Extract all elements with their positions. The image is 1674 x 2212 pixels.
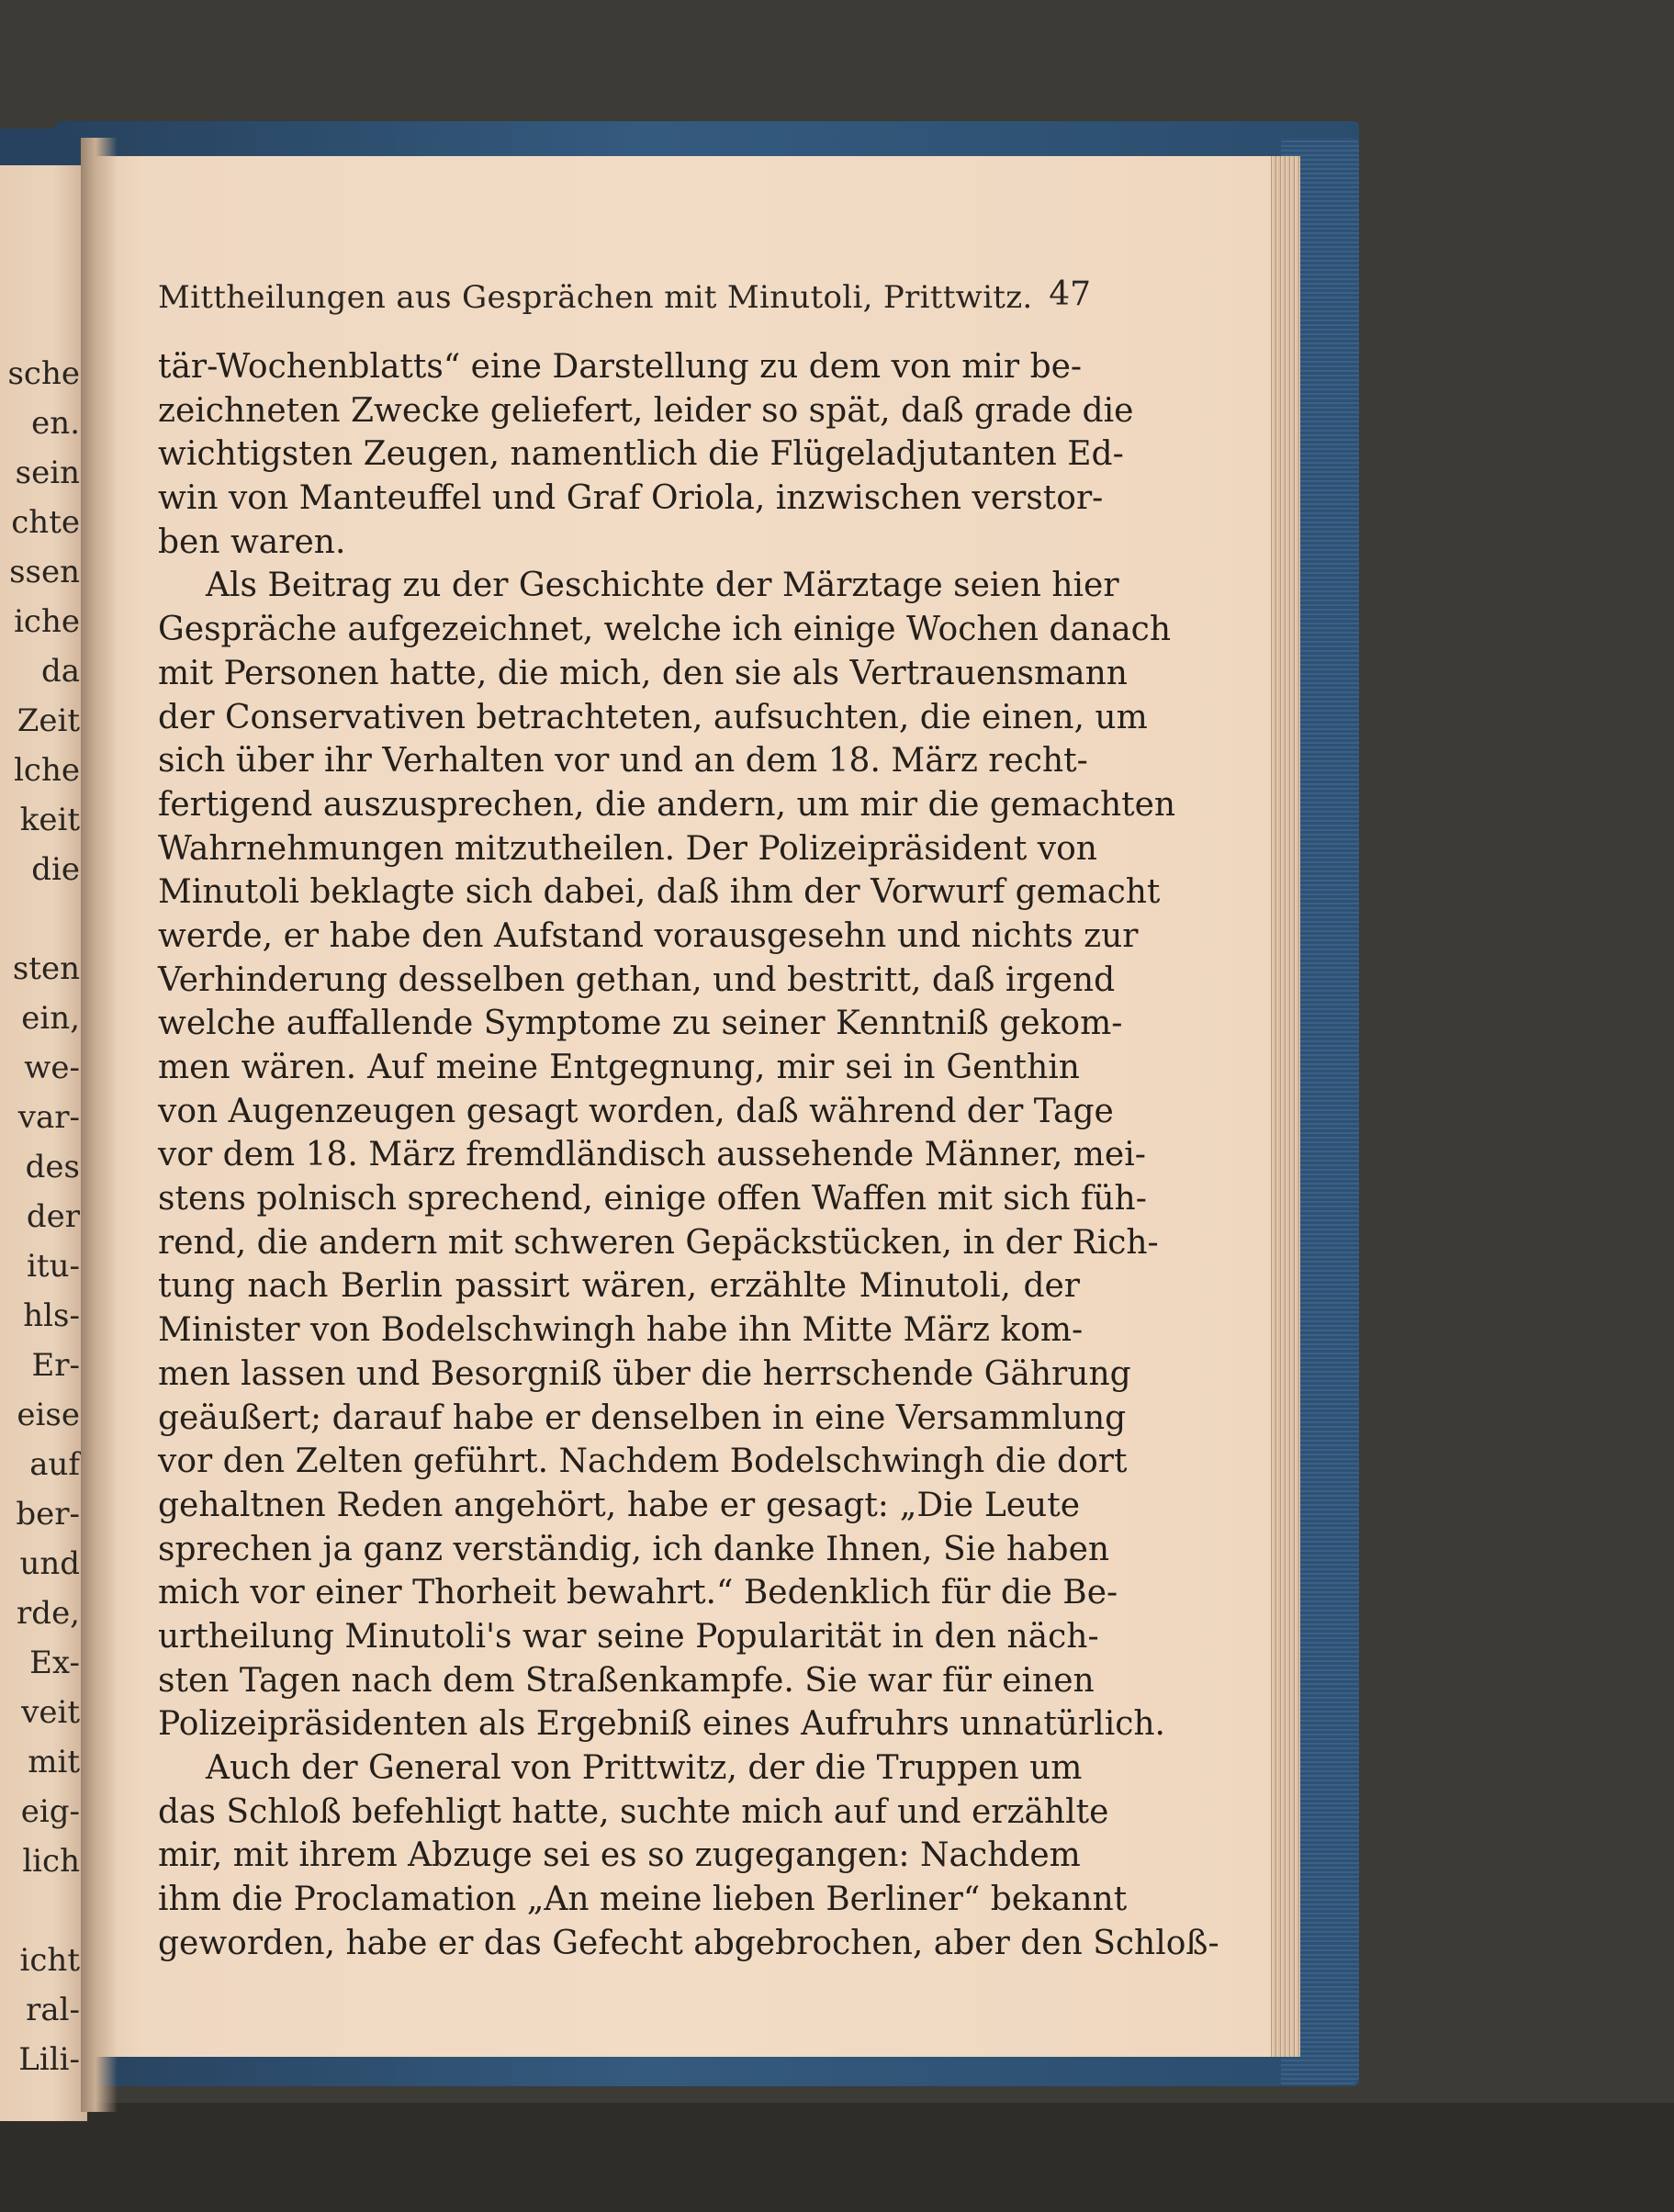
text-line: geäußert; darauf habe er denselben in eine Versammlung [158, 1398, 1127, 1437]
left-page-line-fragment: sche [7, 355, 80, 392]
text-line: stens polnisch sprechend, einige offen Waffen mit sich füh- [158, 1180, 1147, 1218]
left-page-line-fragment: chte [11, 504, 80, 541]
left-page-line-fragment: eise [17, 1397, 80, 1433]
text-line: men wären. Auf meine Entgegnung, mir sei in Genthin [158, 1049, 1080, 1086]
text-line: sten Tagen nach dem Straßenkampfe. Sie war für einen [158, 1661, 1095, 1700]
left-page-line-fragment: rde, [17, 1595, 80, 1632]
text-line: mit Personen hatte, die mich, den sie als Vertrauensmann [158, 654, 1128, 692]
text-line: welche auffallende Symptome zu seiner Kenntniß gekom- [158, 1005, 1123, 1043]
text-line: geworden, habe er das Gefecht abgebrochen, aber den Schloß- [158, 1924, 1219, 1962]
text-line: gehaltnen Reden angehört, habe er gesagt: „Die Leute [158, 1486, 1080, 1524]
left-page-line-fragment: ssen [9, 554, 80, 590]
left-page-line-fragment: hls- [23, 1297, 80, 1334]
text-line: werde, er habe den Aufstand vorausgesehn und nichts zur [158, 916, 1139, 955]
text-line: Polizeipräsidenten als Ergebniß eines Aufruhrs unnatürlich. [158, 1705, 1165, 1744]
left-page [0, 129, 87, 2121]
left-page-line-fragment: der [26, 1198, 80, 1235]
left-page-line-fragment: da [40, 653, 80, 690]
text-line: win von Manteuffel und Graf Oriola, inzwischen verstor- [158, 479, 1104, 518]
left-page-line-fragment [0, 894, 87, 944]
gutter-shadow [81, 138, 118, 2112]
left-page-line-fragment: des [25, 1149, 80, 1185]
left-page-line-fragment: Zeit [17, 702, 80, 739]
text-line: mich vor einer Thorheit bewahrt.“ Bedenklich für die Be- [158, 1574, 1118, 1612]
left-page-line-fragment: lich [22, 1843, 80, 1880]
left-page-line-fragment: icht [19, 1942, 80, 1979]
text-line: urtheilung Minutoli's war seine Popularität in den näch- [158, 1617, 1099, 1656]
left-page-line-fragment: ber- [16, 1496, 80, 1533]
left-page-line-fragment: Ex- [29, 1645, 80, 1681]
text-line: zeichneten Zwecke geliefert, leider so spät, daß grade die [158, 391, 1134, 430]
text-line: ben waren. [158, 522, 346, 561]
text-line: tung nach Berlin passirt wären, erzählte Minutoli, der [158, 1267, 1080, 1306]
left-page-text [0, 349, 87, 2084]
left-page-line-fragment: veit [21, 1694, 80, 1731]
text-line: Verhinderung desselben gethan, und bestritt, daß irgend [158, 960, 1116, 999]
text-line: das Schloß befehligt hatte, suchte mich auf und erzählte [158, 1792, 1109, 1831]
text-line: sprechen ja ganz verständig, ich danke Ihnen, Sie haben [158, 1530, 1110, 1568]
text-line: rend, die andern mit schweren Gepäckstücken, in der Rich- [158, 1223, 1159, 1262]
text-line: tär-Wochenblatts“ eine Darstellung zu dem von mir be- [158, 348, 1083, 386]
text-line: Minutoli beklagte sich dabei, daß ihm der Vorwurf gemacht [158, 873, 1161, 912]
left-page-line-fragment: ral- [26, 1992, 80, 2028]
text-line: mir, mit ihrem Abzuge sei es so zugegangen: Nachdem [158, 1836, 1081, 1875]
text-line: von Augenzeugen gesagt worden, daß während der Tage [158, 1092, 1114, 1130]
text-line: ihm die Proclamation „An meine lieben Berliner“ bekannt [158, 1881, 1128, 1919]
left-page-line-fragment: itu- [27, 1248, 80, 1285]
text-line: sich über ihr Verhalten vor und an dem 18. März recht- [158, 742, 1088, 780]
left-page-line-fragment: auf [29, 1446, 80, 1483]
left-page-line-fragment: en. [31, 405, 80, 442]
left-page-line-fragment: we- [24, 1050, 80, 1086]
text-line: fertigend auszusprechen, die andern, um mir die gemachten [158, 785, 1176, 824]
left-page-line-fragment: sein [15, 455, 80, 491]
left-page-line-fragment: und [19, 1545, 80, 1582]
body-text [158, 345, 1219, 1965]
left-page-line-fragment: var- [17, 1099, 80, 1136]
text-line: Wahrnehmungen mitzutheilen. Der Polizeipräsident von [158, 829, 1097, 868]
left-page-line-fragment: die [31, 851, 80, 888]
left-page-line-fragment: mit [28, 1744, 80, 1780]
left-page-line-fragment: iche [14, 603, 80, 640]
text-line: Minister von Bodelschwingh habe ihn Mitte März kom- [158, 1311, 1084, 1350]
text-line: Als Beitrag zu der Geschichte der Märztage seien hier [206, 567, 1119, 605]
left-page-line-fragment: Lili- [18, 2041, 80, 2078]
left-page-line-fragment: Er- [31, 1347, 80, 1384]
text-line: der Conservativen betrachteten, aufsuchten, die einen, um [158, 698, 1148, 736]
text-line: Gespräche aufgezeichnet, welche ich einige Wochen danach [158, 611, 1172, 649]
left-page-line-fragment [0, 1886, 87, 1936]
text-line: men lassen und Besorgniß über die herrschende Gährung [158, 1354, 1131, 1393]
running-head: Mittheilungen aus Gesprächen mit Minutoli, Prittwitz. [158, 279, 1033, 316]
left-page-line-fragment: lche [14, 752, 80, 789]
left-page-line-fragment: keit [19, 802, 80, 838]
left-page-line-fragment: sten [12, 950, 80, 987]
background-table [0, 2103, 1674, 2212]
left-page-line-fragment: ein, [21, 1000, 80, 1037]
left-page-line-fragment: eig- [20, 1793, 80, 1830]
page-number: 47 [1049, 275, 1091, 313]
text-line: vor den Zelten geführt. Nachdem Bodelschwingh die dort [158, 1443, 1128, 1481]
text-line: Auch der General von Prittwitz, der die Truppen um [206, 1749, 1083, 1787]
text-line: vor dem 18. März fremdländisch aussehende Männer, mei- [158, 1136, 1146, 1174]
left-page-spine [0, 129, 87, 165]
text-line: wichtigsten Zeugen, namentlich die Flügeladjutanten Ed- [158, 435, 1124, 474]
page-block-edge [1269, 156, 1300, 2057]
